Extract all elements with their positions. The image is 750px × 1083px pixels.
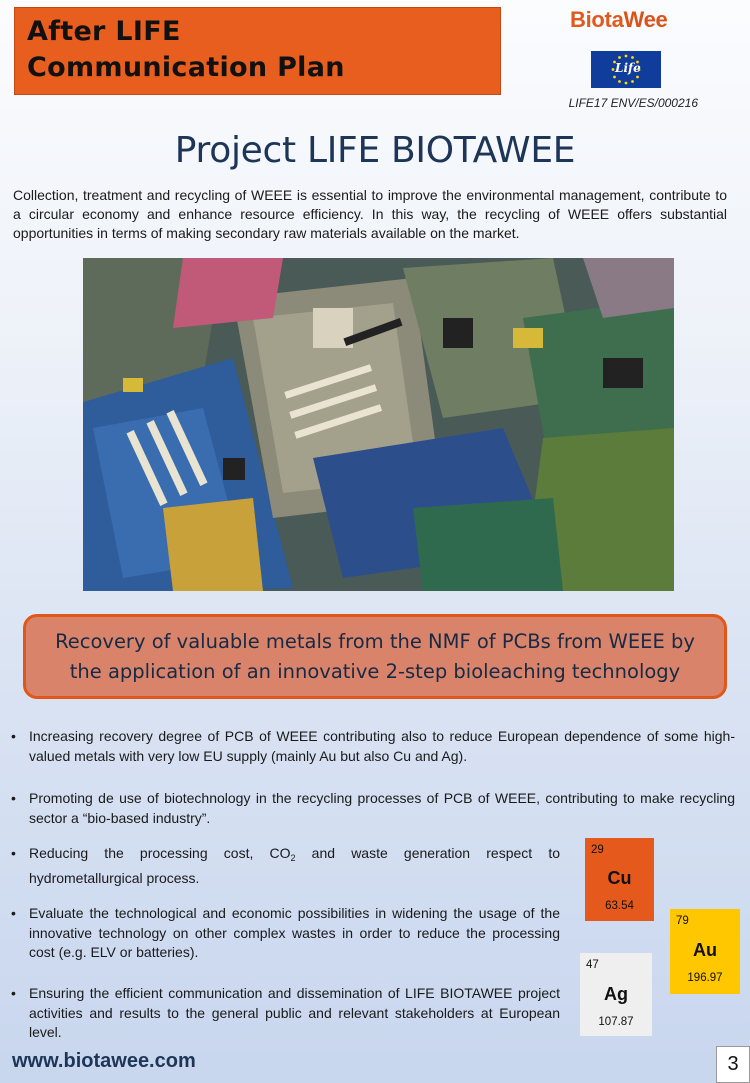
element-mass: 63.54 — [605, 900, 634, 912]
page-title: Project LIFE BIOTAWEE — [174, 130, 576, 171]
page-number: 3 — [716, 1046, 750, 1083]
element-number: 47 — [586, 959, 599, 971]
biotawee-logo: BiotaWee — [570, 7, 668, 32]
element-tile-silver — [580, 953, 652, 1036]
project-code: LIFE17 ENV/ES/000216 — [568, 96, 698, 110]
element-tile-gold — [670, 909, 740, 994]
element-mass: 107.87 — [598, 1016, 634, 1028]
banner-line2: the application of an innovative 2-step bioleaching technology — [69, 660, 681, 683]
element-symbol: Ag — [604, 984, 628, 1004]
bullet-other-wastes: • Evaluate the technological and economic possibilities in widening the usage of the innovative technology on other complex wastes in order to reduce the processing cost (e.g. ELV or batteries). — [29, 904, 560, 963]
bullet-processing-cost: • Reducing the processing cost, $CO_2$ and waste generation respect to hydrometallurgical process. — [29, 844, 560, 888]
highlight-banner — [23, 614, 727, 699]
eu-life-flag-icon — [591, 51, 661, 88]
element-mass: 196.97 — [687, 972, 723, 984]
eu-life-text: Life — [615, 61, 641, 75]
bullet-recovery-degree: • Increasing recovery degree of PCB of WEEE contributing also to reduce European dependence of some high-valued metals with very low EU supply (mainly Au but also Cu and Ag). — [29, 727, 735, 766]
bullet-biotechnology: • Promoting de use of biotechnology in the recycling processes of PCB of WEEE, contributing to make recycling sector a “bio-based industry”. — [29, 789, 735, 828]
intro-paragraph: Collection, treatment and recycling of WEEE is essential to improve the environmental management, contribute to a circular economy and enhance resource efficiency. In this way, the recycling of WEEE offers substantial opportunities in terms of making secondary raw materials available on the market. — [13, 187, 727, 241]
header-label-box — [14, 7, 501, 95]
website-link[interactable]: www.biotawee.com — [12, 1050, 196, 1072]
header-label-line1: After LIFE — [27, 16, 181, 47]
header-label-line2: Communication Plan — [27, 52, 345, 83]
banner-line1: Recovery of valuable metals from the NMF of PCBs from WEEE by — [55, 630, 695, 653]
element-symbol: Cu — [607, 868, 632, 888]
element-number: 29 — [591, 844, 604, 856]
element-symbol: Au — [693, 940, 717, 960]
element-tile-copper — [585, 838, 654, 921]
bullet-dissemination: • Ensuring the efficient communication and dissemination of LIFE BIOTAWEE project activities and results to the general public and relevant stakeholders at European level. — [29, 984, 560, 1043]
circuit-boards-photo — [83, 258, 674, 591]
element-number: 79 — [676, 915, 689, 927]
